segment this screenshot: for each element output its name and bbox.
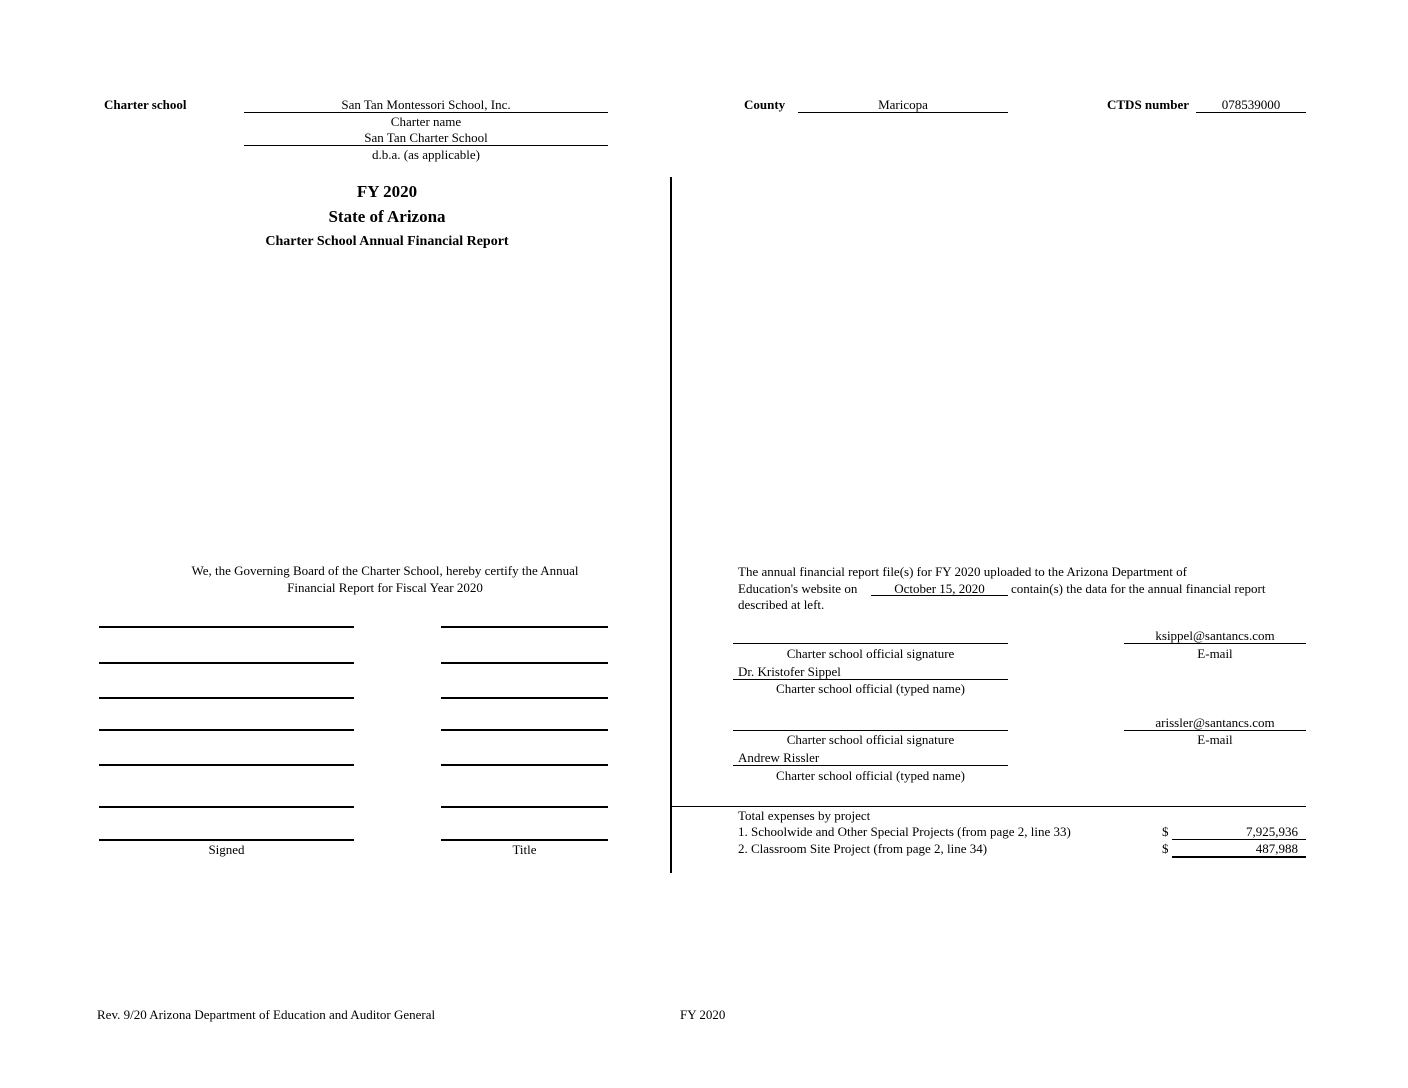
footer-revision: Rev. 9/20 Arizona Department of Education and Auditor General	[97, 1007, 436, 1022]
official-1-email-line	[1124, 643, 1306, 644]
official-2-email: arissler@santancs.com	[1155, 715, 1275, 730]
board-title-line[interactable]	[441, 764, 608, 766]
board-title-line[interactable]	[441, 697, 608, 699]
county-value: Maricopa	[878, 97, 928, 112]
official-2-name-line	[733, 765, 1008, 766]
board-signature-line[interactable]	[99, 626, 354, 628]
upload-line-2-suffix: contain(s) the data for the annual financial report	[1011, 581, 1266, 596]
board-title-line[interactable]	[441, 662, 608, 664]
expenses-heading: Total expenses by project	[738, 808, 871, 823]
official-1-signature-line[interactable]	[733, 643, 1008, 644]
title-caption: Title	[512, 842, 537, 857]
ctds-value: 078539000	[1221, 97, 1281, 112]
upload-date-underline	[871, 595, 1008, 596]
expenses-divider	[670, 806, 1306, 807]
board-signature-line[interactable]	[99, 764, 354, 766]
official-1-email-caption: E-mail	[1197, 646, 1233, 661]
expense-item-label: 2. Classroom Site Project (from page 2, line 34)	[738, 841, 988, 856]
board-signature-line[interactable]	[99, 729, 354, 731]
footer-fiscal-year: FY 2020	[680, 1007, 726, 1022]
title-state: State of Arizona	[328, 207, 446, 226]
dba-value: San Tan Charter School	[364, 130, 488, 145]
official-2-signature-line[interactable]	[733, 730, 1008, 731]
expense-item-amount: 7,925,936	[1246, 824, 1298, 839]
ctds-label: CTDS number	[1107, 97, 1189, 112]
certification-line-2: Financial Report for Fiscal Year 2020	[287, 580, 483, 595]
charter-name-underline	[244, 112, 608, 113]
official-1-name-line	[733, 679, 1008, 680]
board-title-line[interactable]	[441, 626, 608, 628]
board-signature-line[interactable]	[99, 697, 354, 699]
official-2-name-caption: Charter school official (typed name)	[776, 768, 965, 783]
upload-line-3: described at left.	[738, 597, 825, 612]
county-label: County	[744, 97, 786, 112]
official-1-typed-name: Dr. Kristofer Sippel	[738, 664, 841, 679]
expense-item-underline	[1172, 839, 1306, 840]
board-title-line[interactable]	[441, 839, 608, 841]
official-2-email-line	[1124, 730, 1306, 731]
official-1-signature-caption: Charter school official signature	[786, 646, 955, 661]
expense-item-currency: $	[1162, 824, 1169, 839]
upload-line-1: The annual financial report file(s) for FY 2020 uploaded to the Arizona Department of	[738, 564, 1187, 579]
expense-item-amount: 487,988	[1255, 841, 1298, 856]
official-2-typed-name: Andrew Rissler	[738, 750, 820, 765]
official-2-signature-caption: Charter school official signature	[786, 732, 955, 747]
upload-line-2-prefix: Education's website on	[738, 581, 858, 596]
expense-item-currency: $	[1162, 841, 1169, 856]
charter-name-caption: Charter name	[390, 114, 462, 129]
board-signature-line[interactable]	[99, 839, 354, 841]
upload-date: October 15, 2020	[894, 581, 985, 596]
county-underline	[798, 112, 1008, 113]
expense-item-label: 1. Schoolwide and Other Special Projects (from page 2, line 33)	[738, 824, 1071, 839]
official-1-email: ksippel@santancs.com	[1155, 628, 1275, 643]
official-2-email-caption: E-mail	[1197, 732, 1233, 747]
page-divider	[670, 177, 672, 873]
charter-school-label: Charter school	[104, 97, 187, 112]
expense-item-underline	[1172, 856, 1306, 858]
board-signature-line[interactable]	[99, 662, 354, 664]
dba-caption: d.b.a. (as applicable)	[372, 147, 480, 162]
title-fy: FY 2020	[356, 182, 418, 201]
ctds-underline	[1196, 112, 1306, 113]
board-signature-line[interactable]	[99, 806, 354, 808]
title-report: Charter School Annual Financial Report	[265, 234, 509, 249]
charter-name-value: San Tan Montessori School, Inc.	[341, 97, 511, 112]
official-1-name-caption: Charter school official (typed name)	[776, 681, 965, 696]
signed-caption: Signed	[208, 842, 245, 857]
board-title-line[interactable]	[441, 806, 608, 808]
dba-underline	[244, 145, 608, 146]
certification-line-1: We, the Governing Board of the Charter School, hereby certify the Annual	[191, 563, 579, 578]
board-title-line[interactable]	[441, 729, 608, 731]
